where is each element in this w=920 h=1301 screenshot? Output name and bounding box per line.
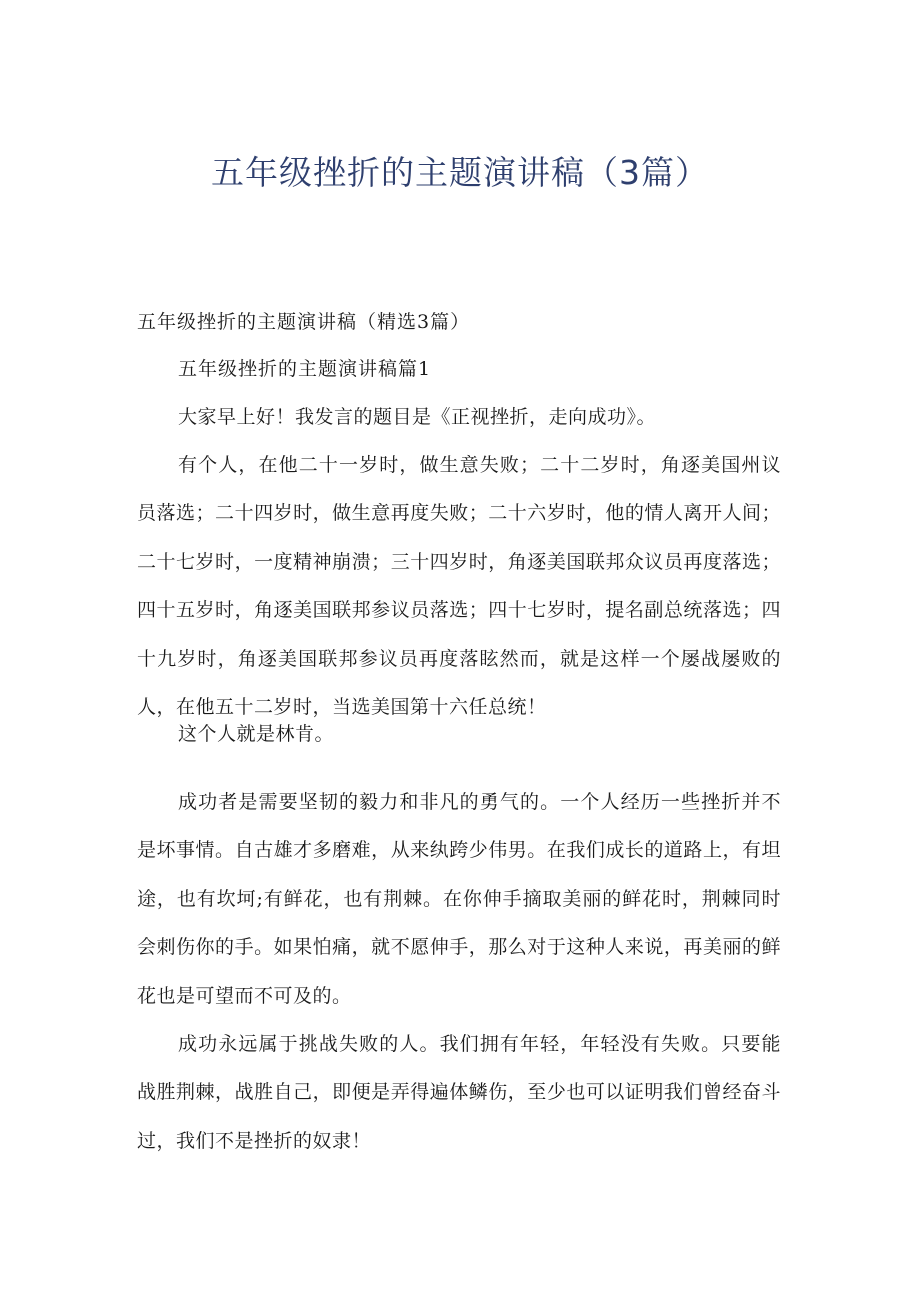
document-subtitle: 五年级挫折的主题演讲稿（精选3篇） [137, 311, 471, 333]
paragraph-story: 有个人，在他二十一岁时，做生意失败；二十二岁时，角逐美国州议员落选；二十四岁时，做生意再度失败；二十六岁时，他的情人离开人间；二十七岁时，一度精神崩溃；三十四岁时，角逐美国联邦众议员再度落选；四十五岁时，角逐美国联邦参议员落选；四十七岁时，提名副总统落选；四十九岁时，角逐美国联邦参议员再度落眩然而，就是这样一个屡战屡败的人，在他五十二岁时，当选美国第十六任总统！ [137, 454, 781, 719]
section-heading: 五年级挫折的主题演讲稿篇1 [178, 358, 432, 380]
paragraph-greeting: 大家早上好！我发言的题目是《正视挫折，走向成功》。 [178, 406, 657, 428]
document-title: 五年级挫折的主题演讲稿（3篇） [211, 153, 709, 192]
paragraph-reveal: 这个人就是林肯。 [178, 723, 335, 745]
paragraph-perseverance: 成功者是需要坚韧的毅力和非凡的勇气的。一个人经历一些挫折并不是坏事情。自古雄才多磨难，从来纨跨少伟男。在我们成长的道路上，有坦途，也有坎坷;有鲜花，也有荆棘。在你伸手摘取美丽的鲜花时，荆棘同时会刺伤你的手。如果怕痛，就不愿伸手，那么对于这种人来说，再美丽的鲜花也是可望而不可及的。 [137, 791, 781, 1007]
paragraph-conclusion: 成功永远属于挑战失败的人。我们拥有年轻，年轻没有失败。只要能战胜荆棘，战胜自己，即便是弄得遍体鳞伤，至少也可以证明我们曾经奋斗过，我们不是挫折的奴隶！ [137, 1033, 781, 1152]
